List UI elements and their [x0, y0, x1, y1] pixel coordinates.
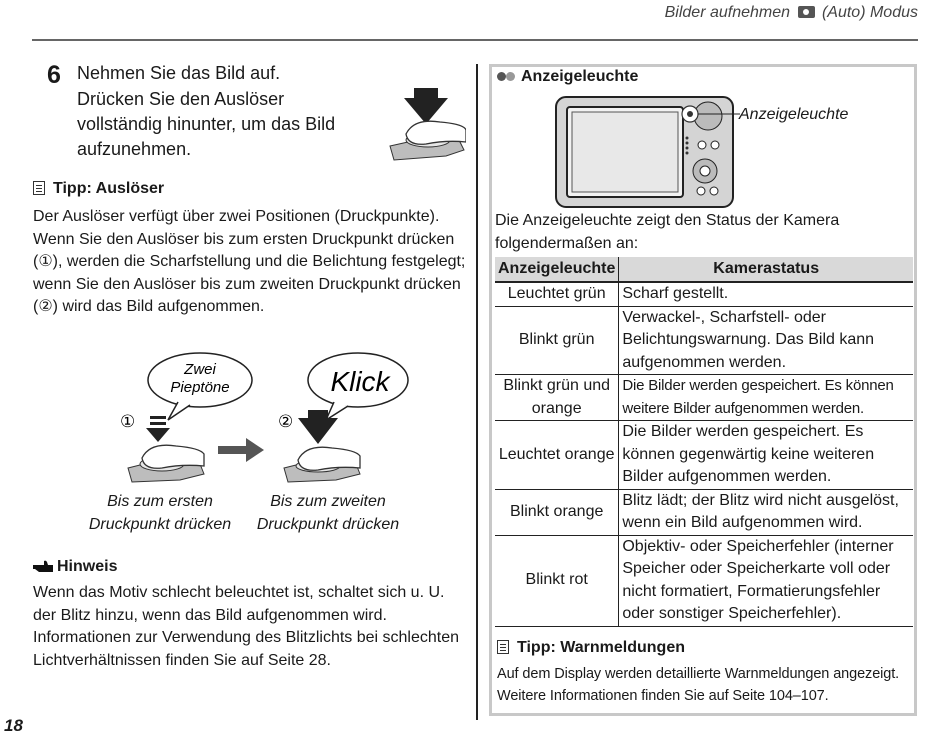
- indicator-heading: [497, 68, 638, 86]
- running-header: [665, 4, 918, 22]
- step-body: Drücken Sie den Auslöser vollständig hinunter, um das Bild aufzunehmen.: [77, 89, 336, 159]
- indicator-heading-text: Anzeigeleuchte: [521, 68, 639, 85]
- tip-heading: [33, 180, 164, 198]
- page-number: 18: [4, 716, 23, 735]
- indicator-intro: Die Anzeigeleuchte zeigt den Status der Kamera folgendermaßen an:: [495, 212, 840, 252]
- bubble1-line1: Zwei: [184, 361, 216, 378]
- warning-tip-heading-text: Tipp: Warnmeldungen: [517, 639, 685, 656]
- shutter-stages-illustration: [120, 350, 410, 490]
- indicator-callout-label: Anzeigeleuchte: [739, 106, 849, 123]
- bubble1-line2: Pieptöne: [170, 379, 230, 396]
- caption1-line2: Druckpunkt drücken: [88, 516, 232, 533]
- status-cell: Blitz lädt; der Blitz wird nicht ausgelöst, wenn ein Bild aufgenommen wird.: [619, 489, 913, 535]
- bubble2-text: Klick: [330, 366, 390, 397]
- header-title-end: (Auto) Modus: [821, 4, 918, 21]
- light-cell: Blinkt rot: [495, 535, 619, 626]
- light-cell: Blinkt orange: [495, 489, 619, 535]
- section-bullet-icon: [497, 71, 517, 81]
- column-header-light: Anzeigeleuchte: [495, 257, 619, 282]
- caption-second-stage: [248, 490, 408, 536]
- header-rule: [32, 39, 918, 41]
- status-cell: Die Bilder werden gespeichert. Es können gegenwärtig keine weiteren Bilder aufgenommen werden.: [619, 421, 913, 490]
- table-row: [495, 489, 913, 535]
- table-row: [495, 282, 913, 306]
- caption2-line1: Bis zum zweiten: [270, 493, 386, 510]
- status-cell: Scharf gestellt.: [619, 282, 913, 306]
- marker-2: ②: [278, 412, 294, 432]
- light-cell: Blinkt grün: [495, 306, 619, 375]
- camera-icon: [798, 6, 815, 18]
- status-cell: Objektiv- oder Speicherfehler (interner Speicher oder Speicherkarte voll oder nicht formatiert, Formatierungsfehler oder sonstiger Speicherfehler).: [619, 535, 913, 626]
- table-row: [495, 375, 913, 421]
- tip-body: Der Auslöser verfügt über zwei Positionen (Druckpunkte). Wenn Sie den Auslöser bis zum ersten Druckpunkt drücken (①), werden die Scharfstellung und die Belichtung festgelegt; wenn Sie den Auslöser bis zum zweiten Druckpunkt drücken (②) wird das Bild aufgenommen.: [33, 208, 466, 315]
- step-number: 6: [47, 61, 61, 89]
- arrow-right-icon: [218, 438, 264, 462]
- light-cell: Leuchtet grün: [495, 282, 619, 306]
- warning-tip-heading: [497, 639, 685, 657]
- pointing-hand-icon: [33, 560, 53, 572]
- table-row: [495, 535, 913, 626]
- camera-back-illustration: [555, 91, 740, 209]
- note-icon: [497, 640, 509, 654]
- note-body: Wenn das Motiv schlecht beleuchtet ist, schaltet sich u. U. der Blitz hinzu, wenn das Bild aufgenommen wird. Informationen zur Verwendung des Blitzlichts bei schlechten Lichtverhältnissen finden Sie auf Seite 28.: [33, 584, 460, 669]
- caption1-line1: Bis zum ersten: [107, 493, 213, 510]
- note-icon: [33, 181, 45, 195]
- column-divider: [476, 64, 478, 720]
- shutter-press-illustration: [386, 84, 466, 164]
- caption-first-stage: [80, 490, 240, 536]
- table-row: [495, 421, 913, 490]
- column-header-status: Kamerastatus: [619, 257, 913, 282]
- caption2-line2: Druckpunkt drücken: [256, 516, 400, 533]
- header-title-start: Bilder aufnehmen: [664, 4, 791, 21]
- note-heading: [33, 558, 117, 576]
- light-cell: Blinkt grün und orange: [495, 375, 619, 421]
- marker-1: ①: [120, 412, 136, 432]
- status-cell: Die Bilder werden gespeichert. Es können weitere Bilder aufgenommen werden.: [619, 375, 913, 421]
- warning-tip-body: Auf dem Display werden detaillierte Warnmeldungen angezeigt. Weitere Informationen finden Sie auf Seite 104–107.: [497, 666, 900, 704]
- note-heading-text: Hinweis: [57, 558, 118, 575]
- step-title: Nehmen Sie das Bild auf.: [77, 63, 281, 83]
- table-row: [495, 306, 913, 375]
- tip-heading-text: Tipp: Auslöser: [53, 180, 165, 197]
- light-cell: Leuchtet orange: [495, 421, 619, 490]
- status-table: [495, 257, 913, 627]
- status-cell: Verwackel-, Scharfstell- oder Belichtungswarnung. Das Bild kann aufgenommen werden.: [619, 306, 913, 375]
- status-table-header: [495, 257, 913, 282]
